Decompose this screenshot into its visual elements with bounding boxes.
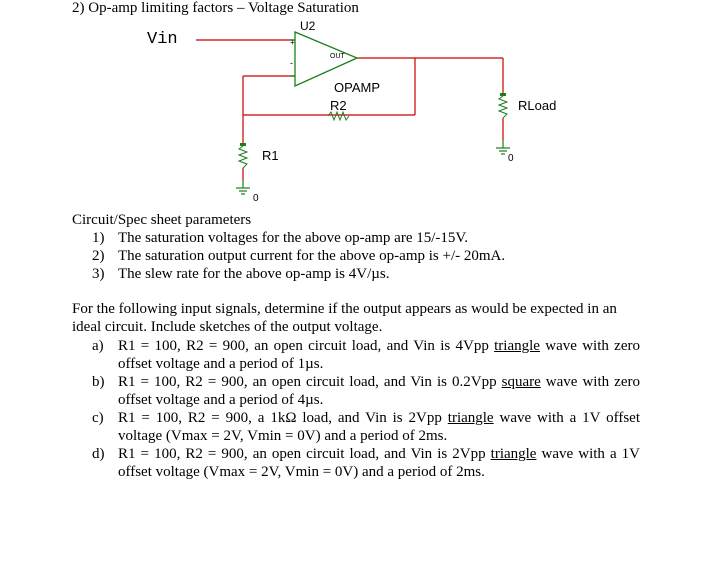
minus-input-label: -: [290, 58, 293, 68]
rload-resistor: [499, 96, 507, 118]
opamp-label: OPAMP: [334, 80, 380, 95]
ground-label: 0: [253, 193, 259, 204]
list-item: 2) The saturation output current for the above op-amp is +/- 20mA.: [92, 248, 506, 264]
list-item: 1) The saturation voltages for the above op-amp are 15/-15V.: [92, 230, 469, 246]
ground-icon: [496, 140, 510, 154]
intro-paragraph: For the following input signals, determine if the output appears as would be expected in an ideal circuit. Include sketches of the output voltage.: [72, 301, 617, 335]
ground-label: 0: [508, 153, 514, 164]
r1-resistor: [239, 146, 247, 168]
r2-label: R2: [330, 98, 347, 113]
out-label: OUT: [330, 53, 345, 60]
list-item: a) R1 = 100, R2 = 900, an open circuit load, and Vin is 4Vpp triangle wave with zero offset voltage and a period of 1µs.: [92, 338, 640, 372]
u2-label: U2: [300, 19, 316, 33]
list-item: 3) The slew rate for the above op-amp is 4V/µs.: [92, 266, 390, 282]
nodes: [240, 93, 506, 146]
question-list: [92, 337, 640, 481]
spec-list: [92, 229, 505, 283]
list-item: c) R1 = 100, R2 = 900, a 1kΩ load, and Vin is 2Vpp triangle wave with a 1V offset voltage (Vmax = 2V, Vmin = 0V) and a period of 2ms.: [92, 410, 641, 444]
ground-icon: [236, 180, 250, 194]
list-item: b) R1 = 100, R2 = 900, an open circuit load, and Vin is 0.2Vpp square wave with zero offset voltage and a period of 4µs.: [92, 374, 640, 408]
r1-label: R1: [262, 148, 279, 163]
list-item: d) R1 = 100, R2 = 900, an open circuit load, and Vin is 2Vpp triangle wave with a 1V offset voltage (Vmax = 2V, Vmin = 0V) and a period of 2ms.: [92, 446, 640, 480]
spec-heading: Circuit/Spec sheet parameters: [72, 212, 252, 228]
r2-resistor: [328, 112, 349, 120]
circuit-schematic: [0, 0, 723, 210]
page-title: 2) Op-amp limiting factors – Voltage Saturation: [72, 0, 359, 16]
rload-label: RLoad: [518, 98, 557, 113]
opamp-symbol: [290, 32, 357, 86]
vin-label: Vin: [147, 30, 178, 49]
plus-input-label: +: [290, 38, 295, 47]
